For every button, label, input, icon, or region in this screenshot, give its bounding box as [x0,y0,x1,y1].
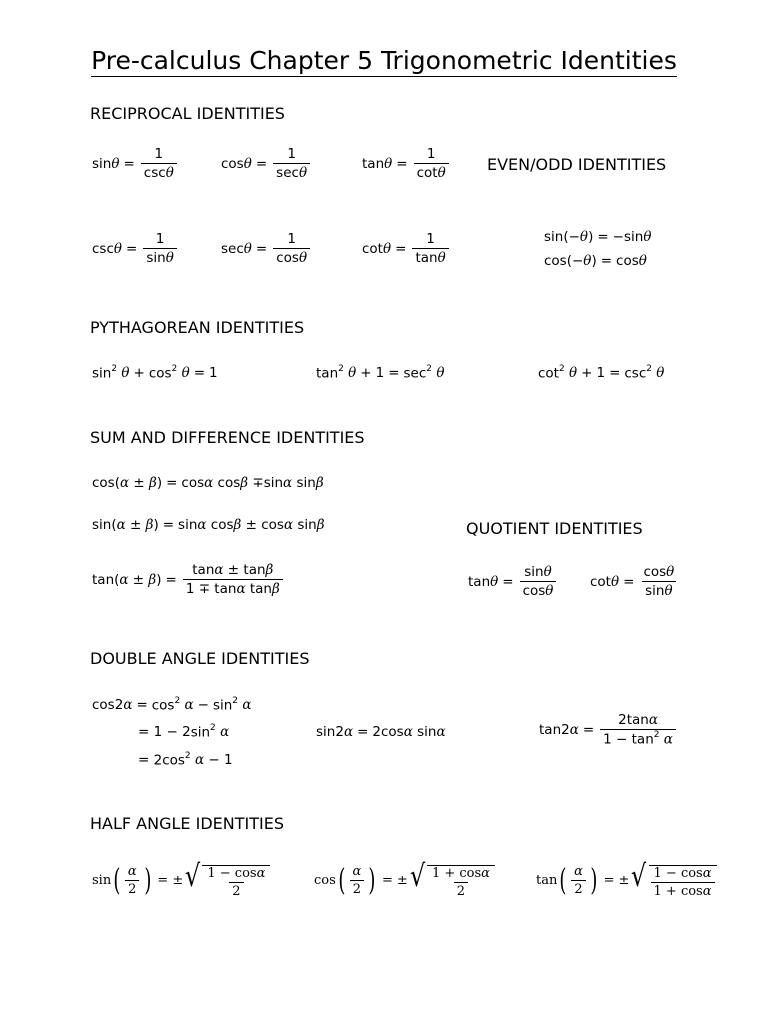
eq-even-odd-cos: cos(− θ ) = cos θ [544,253,647,269]
eq-reciprocal-csc: csc θ = $\frac{1}{\sin\theta}$ [92,231,179,266]
eq-double-sin: sin2 α = 2cos α sin α [316,724,446,740]
eq-even-odd-sin: sin(− θ ) = −sin θ [544,229,652,245]
eq-double-cos-1: cos2 α = $\cos^2$ α − $\sin^2$ α [92,696,252,714]
eq-sum-diff-cos: cos( α ± β ) = cos α cos β ∓sin α sin β [92,475,324,491]
heading-quotient-identities: QUOTIENT IDENTITIES [466,519,643,538]
eq-reciprocal-tan: tan θ = $\frac{1}{\cot\theta}$ [362,146,451,181]
eq-pythagorean-3: $\cot^2$ θ + 1 = $\csc^2$ θ [538,364,665,382]
eq-double-tan: tan2 α = $\frac{2\tan\alpha}{1 - \tan^2 \alpha}$ [539,712,678,748]
eq-double-cos-3: = $2\cos^2$ α − 1 [138,751,233,769]
eq-half-cos: cos ( $\frac{\alpha}{2}$ ) = ± √ $\frac{1 + \cos\alpha}{2}$ [314,862,495,899]
eq-quotient-cot: cot θ = $\frac{\cos\theta}{\sin\theta}$ [590,564,675,599]
eq-sum-diff-sin: sin( α ± β ) = sin α cos β ± cos α sin β [92,517,325,533]
eq-reciprocal-cot: cot θ = $\frac{1}{\tan\theta}$ [362,231,451,266]
heading-sum-difference-identities: SUM AND DIFFERENCE IDENTITIES [90,428,365,447]
eq-reciprocal-sec: sec θ = $\frac{1}{\cos\theta}$ [221,231,312,266]
heading-double-angle-identities: DOUBLE ANGLE IDENTITIES [90,649,310,668]
page-title: Pre-calculus Chapter 5 Trigonometric Identities [91,46,677,75]
eq-reciprocal-sin: sin θ = $\frac{1}{\csc\theta}$ [92,146,179,181]
eq-sum-diff-tan: tan( α ± β ) = $\frac{\tan\alpha \pm \tan\beta}{\text{1 ∓ tanα tanβ}}$ [92,562,285,597]
eq-half-tan: tan ( $\frac{\alpha}{2}$ ) = ± √ $\frac{1 - \cos\alpha}{1 + \cos\alpha}$ [536,862,717,899]
heading-pythagorean-identities: PYTHAGOREAN IDENTITIES [90,318,305,337]
eq-half-sin: sin ( $\frac{\alpha}{2}$ ) = ± √ $\frac{1 - \cos\alpha}{2}$ [92,862,270,899]
heading-reciprocal-identities: RECIPROCAL IDENTITIES [90,104,285,123]
eq-quotient-tan: tan θ = $\frac{\sin\theta}{\cos\theta}$ [468,564,558,599]
heading-half-angle-identities: HALF ANGLE IDENTITIES [90,814,284,833]
heading-even-odd-identities: EVEN/ODD IDENTITIES [487,155,667,174]
eq-pythagorean-2: $\tan^2$ θ + 1 = $\sec^2$ θ [316,364,445,382]
eq-double-cos-2: = 1 − 2 $\sin^2$ α [138,723,230,741]
eq-pythagorean-1: $\sin^2$ θ + $\cos^2$ θ = 1 [92,364,218,382]
eq-reciprocal-cos: cos θ = $\frac{1}{\sec\theta}$ [221,146,312,181]
